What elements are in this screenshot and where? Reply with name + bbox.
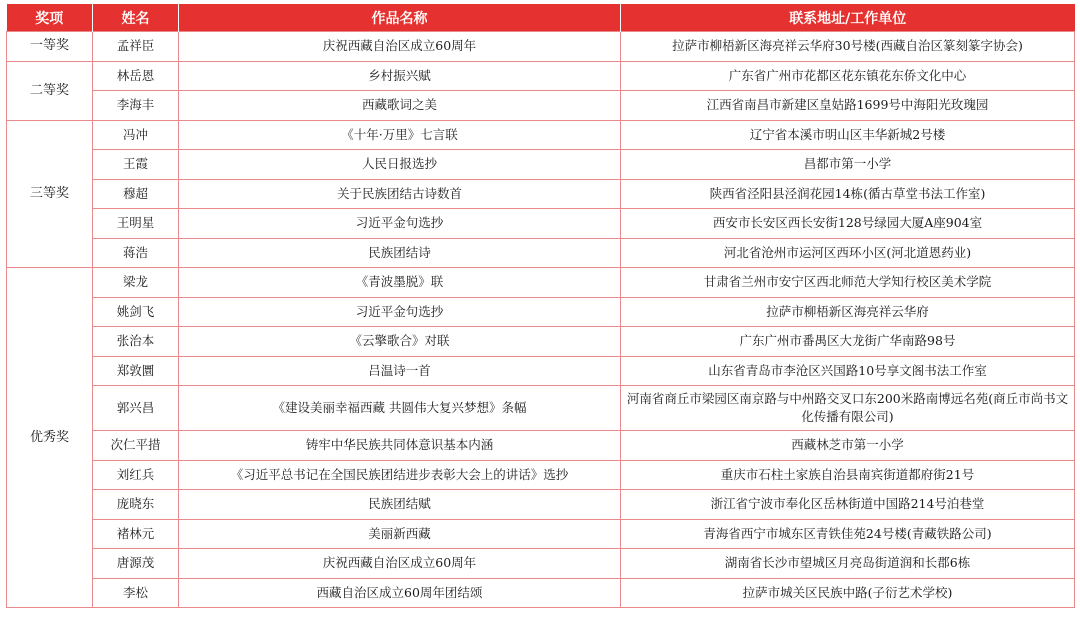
winner-name-cell: 唐源茂 (93, 549, 179, 579)
award-level-cell: 一等奖 (7, 32, 93, 62)
address-cell: 西藏林芝市第一小学 (621, 431, 1075, 461)
awards-table-container (6, 4, 1074, 608)
winner-name-cell: 王霞 (93, 150, 179, 180)
winner-name-cell: 褚林元 (93, 519, 179, 549)
address-cell: 西安市长安区西长安街128号绿园大厦A座904室 (621, 209, 1075, 239)
table-row (7, 297, 1075, 327)
work-title-cell: 《青波墨脱》联 (179, 268, 621, 298)
address-cell: 河南省商丘市梁园区南京路与中州路交叉口东200米路南博远名苑(商丘市尚书文化传播有限公司) (621, 386, 1075, 431)
table-row (7, 209, 1075, 239)
winner-name-cell: 蒋浩 (93, 238, 179, 268)
address-cell: 拉萨市柳梧新区海亮祥云华府30号楼(西藏自治区篆刻篆字协会) (621, 32, 1075, 62)
table-row (7, 549, 1075, 579)
address-cell: 重庆市石柱土家族自治县南宾街道都府街21号 (621, 460, 1075, 490)
winner-name-cell: 冯冲 (93, 120, 179, 150)
address-cell: 山东省青岛市李沧区兴国路10号享文阁书法工作室 (621, 356, 1075, 386)
award-level-cell: 优秀奖 (7, 268, 93, 608)
award-level-cell: 三等奖 (7, 120, 93, 268)
work-title-cell: 吕温诗一首 (179, 356, 621, 386)
address-cell: 湖南省长沙市望城区月亮岛街道润和长郡6栋 (621, 549, 1075, 579)
table-row (7, 91, 1075, 121)
table-row (7, 61, 1075, 91)
address-cell: 河北省沧州市运河区西环小区(河北道恩药业) (621, 238, 1075, 268)
winner-name-cell: 林岳恩 (93, 61, 179, 91)
address-cell: 江西省南昌市新建区皇姑路1699号中海阳光玫瑰园 (621, 91, 1075, 121)
table-row (7, 519, 1075, 549)
table-body (7, 32, 1075, 608)
work-title-cell: 《十年·万里》七言联 (179, 120, 621, 150)
work-title-cell: 庆祝西藏自治区成立60周年 (179, 549, 621, 579)
address-cell: 拉萨市城关区民族中路(子衍艺术学校) (621, 578, 1075, 608)
winner-name-cell: 李松 (93, 578, 179, 608)
work-title-cell: 美丽新西藏 (179, 519, 621, 549)
winner-name-cell: 张治本 (93, 327, 179, 357)
work-title-cell: 西藏歌词之美 (179, 91, 621, 121)
winner-name-cell: 孟祥臣 (93, 32, 179, 62)
work-title-cell: 西藏自治区成立60周年团结颂 (179, 578, 621, 608)
address-cell: 浙江省宁波市奉化区岳林街道中国路214号泊巷堂 (621, 490, 1075, 520)
table-row (7, 327, 1075, 357)
work-title-cell: 人民日报选抄 (179, 150, 621, 180)
table-row (7, 238, 1075, 268)
table-row (7, 179, 1075, 209)
winner-name-cell: 庞晓东 (93, 490, 179, 520)
header-address: 联系地址/工作单位 (621, 4, 1075, 32)
table-row (7, 120, 1075, 150)
winner-name-cell: 郑敦圜 (93, 356, 179, 386)
table-row (7, 356, 1075, 386)
winner-name-cell: 姚剑飞 (93, 297, 179, 327)
work-title-cell: 《建设美丽幸福西藏 共圆伟大复兴梦想》条幅 (179, 386, 621, 431)
header-row (7, 4, 1075, 32)
address-cell: 陕西省泾阳县泾润花园14栋(循古草堂书法工作室) (621, 179, 1075, 209)
header-name: 姓名 (93, 4, 179, 32)
address-cell: 拉萨市柳梧新区海亮祥云华府 (621, 297, 1075, 327)
winner-name-cell: 梁龙 (93, 268, 179, 298)
work-title-cell: 习近平金句选抄 (179, 297, 621, 327)
table-row (7, 431, 1075, 461)
table-row (7, 460, 1075, 490)
header-award: 奖项 (7, 4, 93, 32)
table-row (7, 150, 1075, 180)
work-title-cell: 民族团结诗 (179, 238, 621, 268)
address-cell: 昌都市第一小学 (621, 150, 1075, 180)
award-level-cell: 二等奖 (7, 61, 93, 120)
work-title-cell: 民族团结赋 (179, 490, 621, 520)
work-title-cell: 关于民族团结古诗数首 (179, 179, 621, 209)
winner-name-cell: 郭兴昌 (93, 386, 179, 431)
winner-name-cell: 王明星 (93, 209, 179, 239)
work-title-cell: 铸牢中华民族共同体意识基本内涵 (179, 431, 621, 461)
table-row (7, 386, 1075, 431)
table-row (7, 490, 1075, 520)
awards-table (6, 4, 1075, 608)
winner-name-cell: 李海丰 (93, 91, 179, 121)
work-title-cell: 《云擎歌合》对联 (179, 327, 621, 357)
winner-name-cell: 次仁平措 (93, 431, 179, 461)
table-row (7, 268, 1075, 298)
work-title-cell: 《习近平总书记在全国民族团结进步表彰大会上的讲话》选抄 (179, 460, 621, 490)
address-cell: 广东广州市番禺区大龙街广华南路98号 (621, 327, 1075, 357)
winner-name-cell: 穆超 (93, 179, 179, 209)
work-title-cell: 庆祝西藏自治区成立60周年 (179, 32, 621, 62)
address-cell: 辽宁省本溪市明山区丰华新城2号楼 (621, 120, 1075, 150)
address-cell: 青海省西宁市城东区青铁佳苑24号楼(青藏铁路公司) (621, 519, 1075, 549)
work-title-cell: 乡村振兴赋 (179, 61, 621, 91)
address-cell: 广东省广州市花都区花东镇花东侨文化中心 (621, 61, 1075, 91)
work-title-cell: 习近平金句选抄 (179, 209, 621, 239)
table-row (7, 32, 1075, 62)
table-row (7, 578, 1075, 608)
address-cell: 甘肃省兰州市安宁区西北师范大学知行校区美术学院 (621, 268, 1075, 298)
header-work: 作品名称 (179, 4, 621, 32)
winner-name-cell: 刘红兵 (93, 460, 179, 490)
